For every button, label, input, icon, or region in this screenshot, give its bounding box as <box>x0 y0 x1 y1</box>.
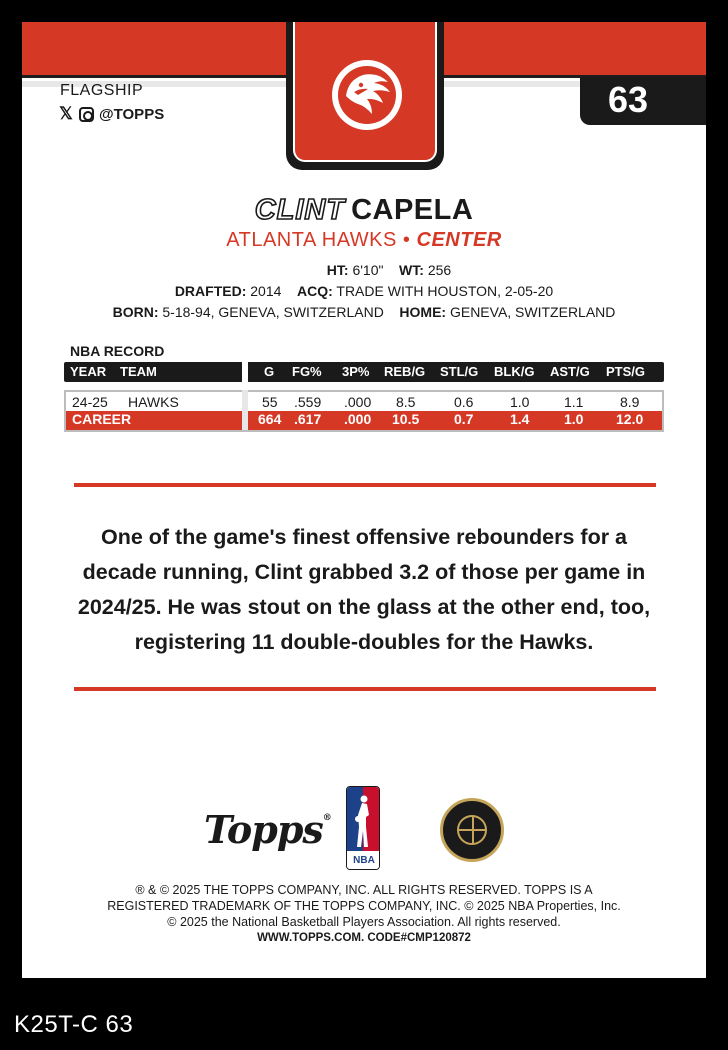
drafted-value: 2014 <box>250 283 282 299</box>
header-ast: AST/G <box>550 364 590 379</box>
header-stl: STL/G <box>440 364 479 379</box>
card-back <box>22 22 706 978</box>
season-ast: 1.1 <box>564 394 584 410</box>
topps-logo-text: Topps <box>204 807 323 852</box>
separator-dot: • <box>402 229 411 251</box>
divider-rule-top <box>74 483 656 487</box>
team-name: ATLANTA HAWKS <box>226 229 397 251</box>
card-number: 63 <box>607 79 649 120</box>
season-team: HAWKS <box>128 394 179 410</box>
team-position-line <box>22 229 706 252</box>
header-team: TEAM <box>120 364 157 379</box>
stats-season-row <box>64 390 664 411</box>
brand-line: FLAGSHIP <box>60 82 144 99</box>
player-position: CENTER <box>416 229 502 251</box>
social-handle: @TOPPS <box>99 105 165 123</box>
season-reb: 8.5 <box>396 394 416 410</box>
nba-record-title: NBA RECORD <box>70 343 165 359</box>
career-reb: 10.5 <box>392 411 420 427</box>
stats-header-row <box>64 362 664 382</box>
divider-rule-bottom <box>74 687 656 691</box>
header-3p: 3P% <box>342 364 370 379</box>
header-fg: FG% <box>292 364 322 379</box>
header-g: G <box>264 364 275 379</box>
season-3p: .000 <box>344 394 372 410</box>
topps-logo: Topps® <box>204 807 331 852</box>
career-blk: 1.4 <box>510 411 530 427</box>
header-blk: BLK/G <box>494 364 535 379</box>
card-number-box <box>580 77 706 125</box>
season-g: 55 <box>262 394 278 410</box>
header-pts: PTS/G <box>606 364 646 379</box>
nba-logo-text: NBA <box>347 851 380 870</box>
season-pts: 8.9 <box>620 394 640 410</box>
social-handles <box>58 104 164 124</box>
legal-line-4: WWW.TOPPS.COM. CODE#CMP120872 <box>257 932 471 944</box>
ht-label: HT: <box>326 262 349 278</box>
career-g: 664 <box>258 411 282 427</box>
header-year: YEAR <box>70 364 107 379</box>
ht-value: 6'10" <box>352 262 384 278</box>
season-year: 24-25 <box>72 394 108 410</box>
stats-table <box>64 362 664 432</box>
career-label: CAREER <box>72 411 132 427</box>
born-label: BORN: <box>112 304 159 320</box>
wt-label: WT: <box>399 262 424 278</box>
legal-line-2: REGISTERED TRADEMARK OF THE TOPPS COMPANY, INC. © 2025 NBA Properties, Inc. <box>107 899 621 913</box>
acq-value: TRADE WITH HOUSTON, 2-05-20 <box>336 283 554 299</box>
season-fg: .559 <box>294 394 322 410</box>
career-ast: 1.0 <box>564 411 584 427</box>
team-logo-tab <box>286 22 444 170</box>
drafted-label: DRAFTED: <box>174 283 247 299</box>
career-stl: 0.7 <box>454 411 474 427</box>
player-first-name: CLINT <box>254 194 346 226</box>
atlanta-hawks-logo-icon <box>330 58 404 132</box>
born-value: 5-18-94, GENEVA, SWITZERLAND <box>162 304 384 320</box>
acq-label: ACQ: <box>296 283 333 299</box>
stats-career-row <box>64 411 664 432</box>
home-value: GENEVA, SWITZERLAND <box>449 304 616 320</box>
nba-silhouette-icon <box>355 793 371 849</box>
legal-line-1: ® & © 2025 THE TOPPS COMPANY, INC. ALL RIGHTS RESERVED. TOPPS IS A <box>135 883 593 897</box>
nba-logo-icon <box>346 786 380 870</box>
bio-draft-acq <box>22 283 706 299</box>
home-label: HOME: <box>399 304 447 320</box>
instagram-icon <box>79 107 94 122</box>
x-icon: 𝕏 <box>59 104 73 123</box>
bio-height-weight <box>22 262 706 278</box>
career-3p: .000 <box>344 411 372 427</box>
catalog-label: K25T-C 63 <box>14 1011 134 1038</box>
legal-line-3: © 2025 the National Basketball Players Association. All rights reserved. <box>167 915 561 929</box>
wt-value: 256 <box>427 262 452 278</box>
player-name <box>22 194 706 227</box>
bio-born-home <box>22 304 706 320</box>
player-last-name: CAPELA <box>351 194 474 226</box>
header-reb: REB/G <box>384 364 426 379</box>
nbpa-logo-icon <box>440 798 504 862</box>
player-blurb: One of the game's finest offensive rebounders for a decade running, Clint grabbed 3.2 of those per game in 2024/25. He was stout on the glass at the other end, too, registering 11 double-doubles for the Hawks. <box>77 525 651 654</box>
career-pts: 12.0 <box>616 411 644 427</box>
career-fg: .617 <box>294 411 322 427</box>
season-blk: 1.0 <box>510 394 530 410</box>
season-stl: 0.6 <box>454 394 474 410</box>
